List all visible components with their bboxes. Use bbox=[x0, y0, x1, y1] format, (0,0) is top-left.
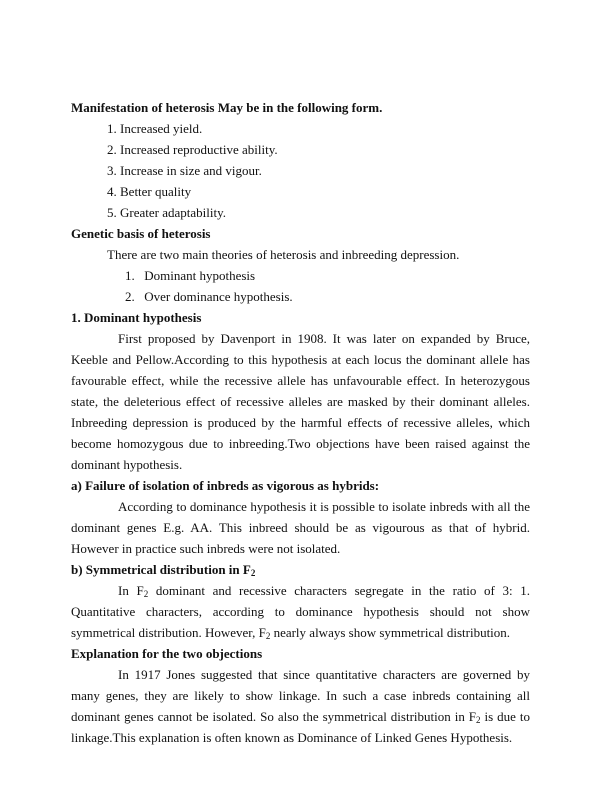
paragraph-text bbox=[71, 664, 530, 748]
text-run: In 1917 Jones suggested that since quantitative characters are governed by many genes, they are likely to show linkage. In such a case inbreds containing all dominant genes cannot be isolated. So also the symmetrical distribution in F bbox=[71, 667, 530, 724]
paragraph-text: According to dominance hypothesis it is possible to isolate inbreds with all the dominant genes E.g. AA. This inbreed should be as vigourous as that of hybrid. However in practice such inbreds were not isolated. bbox=[71, 499, 530, 556]
list-item: 3. Increase in size and vigour. bbox=[107, 163, 262, 178]
genetic-basis-heading: Genetic basis of heterosis bbox=[71, 226, 211, 241]
text-run: In F bbox=[118, 583, 144, 598]
document-page bbox=[71, 97, 530, 748]
list-item: 1. Increased yield. bbox=[107, 121, 203, 136]
list-item bbox=[71, 286, 530, 307]
heading-text: b) Symmetrical distribution in F bbox=[71, 562, 251, 577]
subscript: 2 bbox=[250, 568, 256, 578]
genetic-basis-intro: There are two main theories of heterosis and inbreeding depression. bbox=[107, 247, 460, 262]
paragraph-text: First proposed by Davenport in 1908. It was later on expanded by Bruce, Keeble and Pellow.According to this hypothesis at each locus the dominant allele has favourable effect, while the recessive allele has unfavourable effect. In heterozygous state, the deleterious effect of recessive alleles are masked by their dominant alleles. Inbreeding depression is produced by the harmful effects of recessive alleles, which become homozygous due to inbreeding.Two objections have been raised against the dominant hypothesis. bbox=[71, 331, 530, 472]
text-run: nearly always show symmetrical distribution. bbox=[270, 625, 511, 640]
list-number: 2. bbox=[125, 289, 135, 304]
forms-list bbox=[71, 118, 530, 223]
dominant-hypothesis-paragraph bbox=[71, 328, 530, 475]
objection-b-heading bbox=[71, 559, 530, 580]
list-number: 1. bbox=[125, 268, 135, 283]
list-item: 4. Better quality bbox=[107, 184, 192, 199]
objection-b-paragraph bbox=[71, 580, 530, 643]
subscript: 2 bbox=[143, 589, 149, 599]
list-item bbox=[71, 265, 530, 286]
text-run: is due to linkage.This explanation is often known as Dominance of Linked Genes Hypothesis. bbox=[71, 709, 530, 745]
paragraph-text bbox=[71, 580, 530, 643]
objection-a-paragraph bbox=[71, 496, 530, 559]
section-title: Manifestation of heterosis May be in the following form. bbox=[71, 100, 383, 115]
objection-a-heading: a) Failure of isolation of inbreds as vigorous as hybrids: bbox=[71, 478, 380, 493]
explanation-heading: Explanation for the two objections bbox=[71, 646, 263, 661]
text-run: dominant and recessive characters segregate in the ratio of 3: 1. Quantitative characters, according to dominance hypothesis should not show symmetrical distribution. However, F bbox=[71, 583, 531, 640]
subscript: 2 bbox=[265, 631, 271, 641]
subscript: 2 bbox=[476, 715, 481, 725]
list-item: 2. Increased reproductive ability. bbox=[107, 142, 278, 157]
list-item: 5. Greater adaptability. bbox=[107, 205, 226, 220]
dominant-hypothesis-heading: 1. Dominant hypothesis bbox=[71, 310, 202, 325]
theories-list bbox=[71, 265, 530, 307]
list-text: Dominant hypothesis bbox=[144, 268, 256, 283]
explanation-paragraph bbox=[71, 664, 530, 748]
list-text: Over dominance hypothesis. bbox=[144, 289, 293, 304]
